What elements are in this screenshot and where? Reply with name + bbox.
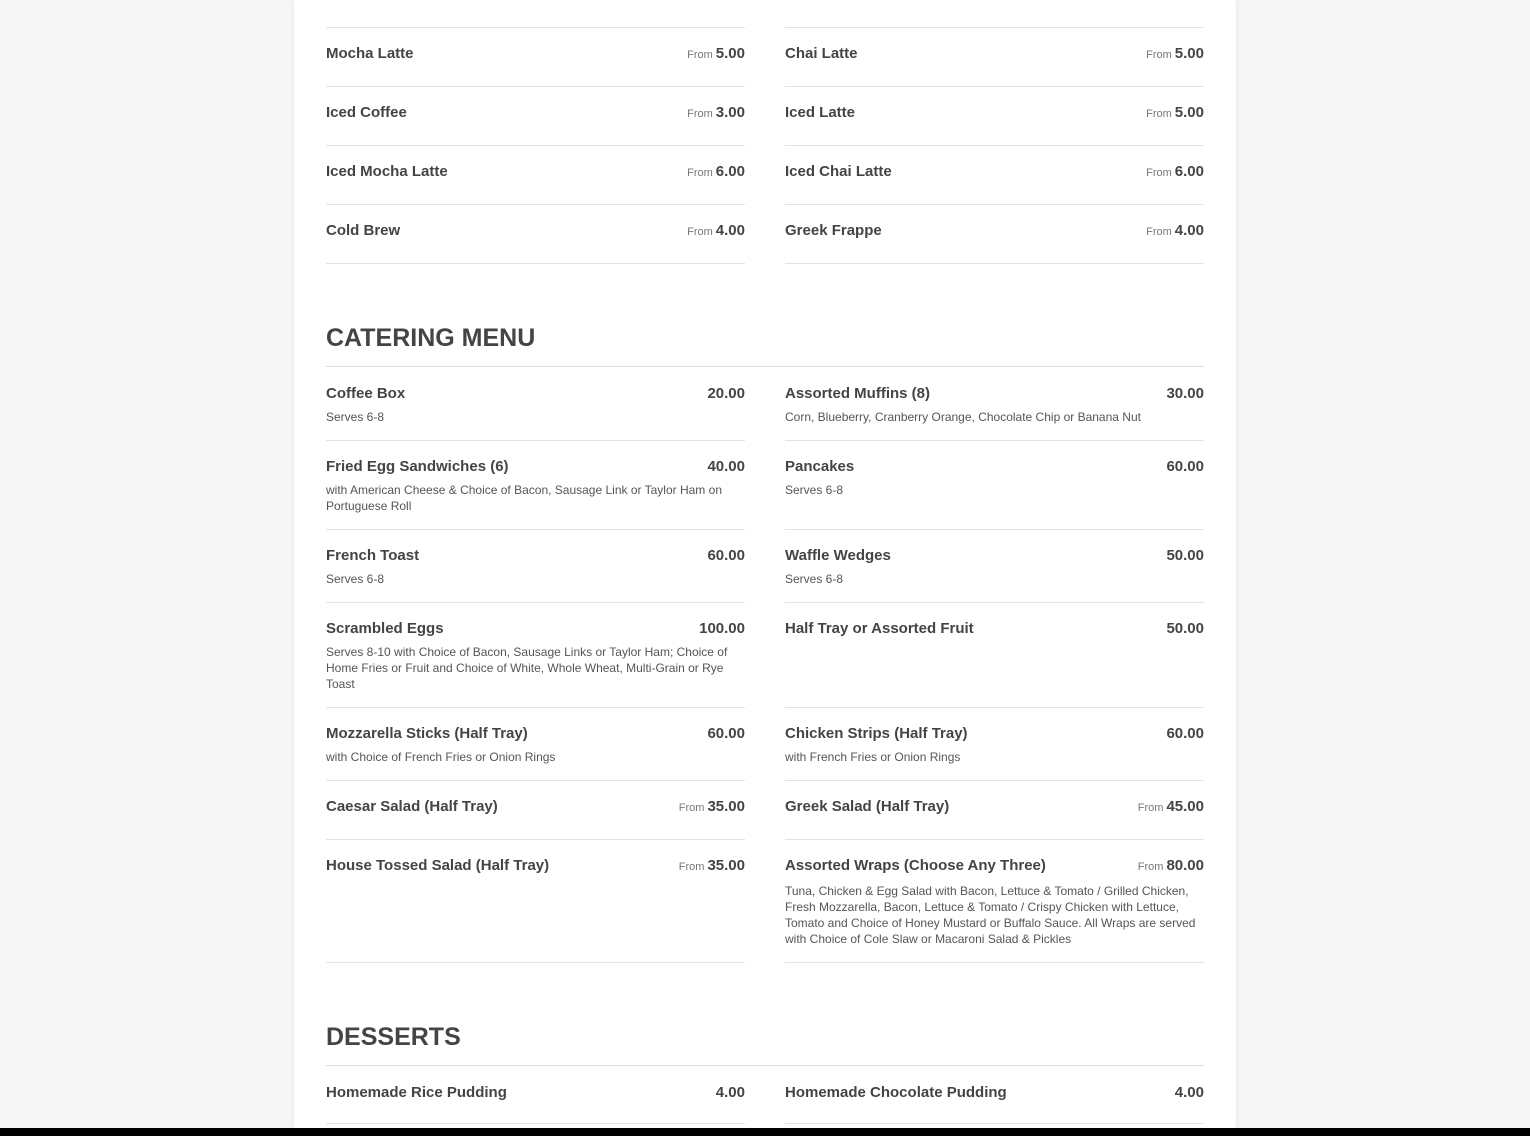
- item-name: Greek Salad (Half Tray): [785, 798, 950, 815]
- item-description: Serves 6-8: [785, 572, 844, 586]
- item-price: 45.00: [1166, 798, 1204, 815]
- item-price: 6.00: [1174, 163, 1204, 180]
- item-name: Scrambled Eggs: [326, 620, 444, 637]
- item-name: Chicken Strips (Half Tray): [785, 725, 968, 742]
- item-name: Half Tray or Assorted Fruit: [785, 620, 974, 637]
- menu-item[interactable]: [785, 385, 1204, 441]
- menu-item[interactable]: [785, 45, 1204, 87]
- menu-item[interactable]: [326, 620, 745, 708]
- from-label: From: [678, 861, 705, 873]
- item-description: Serves 8-10 with Choice of Bacon, Sausage Links or Taylor Ham; Choice of Home Fries or Fruit and Choice of White, Whole Wheat, Multi-Grain or Rye Toast: [326, 645, 728, 691]
- menu-item[interactable]: [326, 725, 745, 781]
- from-label: From: [1146, 167, 1172, 179]
- item-price: 35.00: [707, 798, 745, 815]
- item-name: Mozzarella Sticks (Half Tray): [326, 725, 528, 742]
- item-description: Corn, Blueberry, Cranberry Orange, Chocolate Chip or Banana Nut: [785, 410, 1141, 424]
- item-price: 3.00: [715, 104, 745, 121]
- menu-item[interactable]: [785, 163, 1204, 205]
- menu-item[interactable]: [326, 857, 745, 963]
- item-price: 20.00: [707, 385, 745, 402]
- item-name: Pancakes: [785, 458, 855, 475]
- menu-item[interactable]: [785, 1084, 1204, 1124]
- item-name: Iced Chai Latte: [785, 163, 892, 180]
- item-name: Cold Brew: [326, 222, 401, 239]
- from-label: From: [1137, 802, 1164, 814]
- menu-item[interactable]: [326, 547, 745, 603]
- item-name: Assorted Muffins (8): [785, 385, 931, 402]
- item-price: 35.00: [707, 857, 745, 874]
- from-label: From: [1146, 226, 1172, 238]
- section-divider: [326, 1065, 1204, 1066]
- item-name: Fried Egg Sandwiches (6): [326, 458, 509, 475]
- item-description: Serves 6-8: [785, 483, 844, 497]
- menu-item[interactable]: [785, 857, 1204, 963]
- item-description: Serves 6-8: [326, 572, 385, 586]
- section-title: CATERING MENU: [326, 324, 536, 352]
- menu-item[interactable]: [785, 620, 1204, 708]
- item-description: with American Cheese & Choice of Bacon, Sausage Link or Taylor Ham on Portuguese Roll: [326, 483, 722, 513]
- from-label: From: [1146, 49, 1172, 61]
- item-price: 60.00: [1166, 725, 1204, 742]
- menu-item[interactable]: [785, 798, 1204, 840]
- from-label: From: [687, 49, 713, 61]
- item-price: 30.00: [1166, 385, 1204, 402]
- menu-item[interactable]: [326, 458, 745, 530]
- item-name: Homemade Rice Pudding: [326, 1084, 507, 1101]
- menu-page: [294, 0, 1236, 1128]
- item-price: 60.00: [707, 547, 745, 564]
- item-description: with Choice of French Fries or Onion Rings: [326, 750, 556, 764]
- item-name: Caesar Salad (Half Tray): [326, 798, 498, 815]
- from-label: From: [1146, 108, 1172, 120]
- menu-item[interactable]: [326, 104, 745, 146]
- item-price: 4.00: [715, 222, 745, 239]
- item-price: 40.00: [707, 458, 745, 475]
- from-label: From: [1137, 861, 1164, 873]
- from-label: From: [678, 802, 705, 814]
- item-price: 4.00: [715, 1084, 745, 1101]
- item-price: 60.00: [1166, 458, 1204, 475]
- menu-item[interactable]: [785, 104, 1204, 146]
- item-name: Iced Mocha Latte: [326, 163, 448, 180]
- item-description: Serves 6-8: [326, 410, 385, 424]
- divider: [326, 27, 745, 28]
- item-price: 100.00: [699, 620, 745, 637]
- from-label: From: [687, 108, 713, 120]
- section-divider: [326, 366, 1204, 367]
- item-name: Chai Latte: [785, 45, 858, 62]
- from-label: From: [687, 167, 713, 179]
- item-description: Tuna, Chicken & Egg Salad with Bacon, Lettuce & Tomato / Grilled Chicken, Fresh Mozzarella, Bacon, Lettuce & Tomato / Crispy Chicken with Lettuce, Tomato and Choice of Honey Mustard or Buffalo Sauce. All Wraps are served with Choice of Cole Slaw or Macaroni Salad & Pickles: [785, 884, 1196, 946]
- item-price: 4.00: [1174, 1084, 1204, 1101]
- bottom-bar: [0, 1128, 1530, 1136]
- menu-item[interactable]: [785, 725, 1204, 781]
- item-price: 4.00: [1174, 222, 1204, 239]
- section-title: DESSERTS: [326, 1023, 461, 1051]
- item-price: 50.00: [1166, 547, 1204, 564]
- menu-item[interactable]: [785, 458, 1204, 530]
- menu-item[interactable]: [326, 222, 745, 264]
- item-description: with French Fries or Onion Rings: [785, 750, 961, 764]
- item-price: 5.00: [1174, 104, 1204, 121]
- item-name: House Tossed Salad (Half Tray): [326, 857, 550, 874]
- item-name: Iced Coffee: [326, 104, 407, 121]
- divider: [785, 27, 1204, 28]
- item-price: 80.00: [1166, 857, 1204, 874]
- item-name: Iced Latte: [785, 104, 856, 121]
- from-label: From: [687, 226, 713, 238]
- item-price: 50.00: [1166, 620, 1204, 637]
- menu-item[interactable]: [326, 163, 745, 205]
- item-price: 5.00: [1174, 45, 1204, 62]
- menu-item[interactable]: [785, 547, 1204, 603]
- menu-item[interactable]: [326, 1084, 745, 1124]
- menu-item[interactable]: [785, 222, 1204, 264]
- item-price: 6.00: [715, 163, 745, 180]
- item-name: French Toast: [326, 547, 420, 564]
- item-name: Greek Frappe: [785, 222, 882, 239]
- item-name: Assorted Wraps (Choose Any Three): [785, 857, 1046, 874]
- item-name: Waffle Wedges: [785, 547, 891, 564]
- item-name: Homemade Chocolate Pudding: [785, 1084, 1007, 1101]
- item-price: 60.00: [707, 725, 745, 742]
- menu-item[interactable]: [326, 798, 745, 840]
- menu-item[interactable]: [326, 385, 745, 441]
- item-name: Mocha Latte: [326, 45, 414, 62]
- menu-item[interactable]: [326, 45, 745, 87]
- item-name: Coffee Box: [326, 385, 406, 402]
- item-price: 5.00: [715, 45, 745, 62]
